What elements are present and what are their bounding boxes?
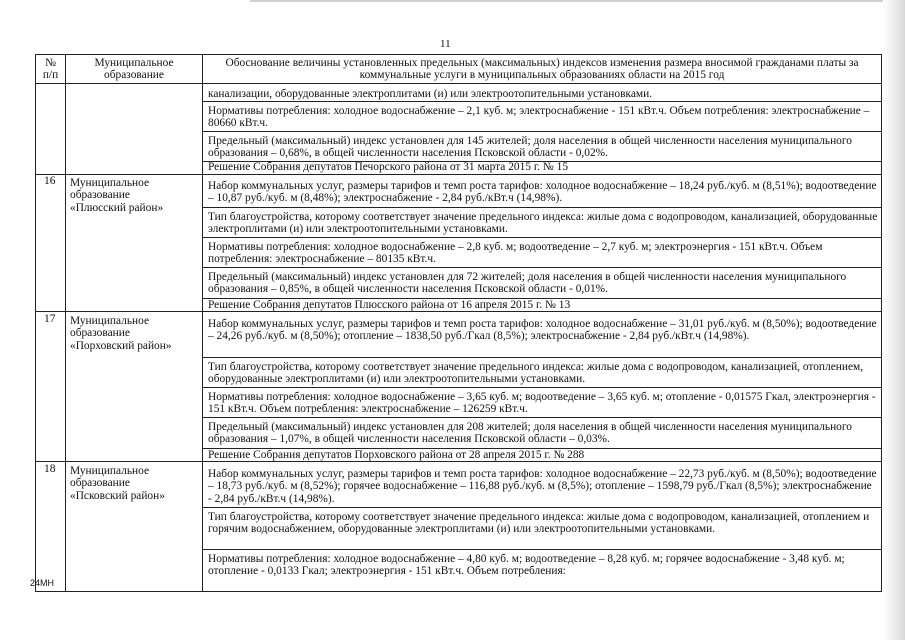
continuation-cell: Нормативы потребления: холодное водоснабжение – 2,1 куб. м; электроснабжение - 151 кВт.ч. Объем потребления: электроснабжение – 80660 кВт.ч. [208,105,870,130]
tariff-set-cell: Набор коммунальных услуг, размеры тарифов и темп роста тарифов: холодное водоснабжение – 18,24 руб./куб. м (8,51%); водоотведение – 10,87 руб./куб. м (8,48%); электроснабжение - 2,84 руб./кВт.ч (14,98%). [208,180,877,205]
consumption-norms-cell: Нормативы потребления: холодное водоснабжение – 3,65 куб. м; водоотведение – 3,65 куб. м; отопление - 0,01575 Гкал, электроэнергия - 151 кВт.ч. Объем потребления: электроснабжение – 126259 кВт.ч. [208,391,876,416]
consumption-norms-cell: Нормативы потребления: холодное водоснабжение – 4,80 куб. м; водоотведение – 8,28 куб. м; горячее водоснабжение - 3,48 куб. м; отопление - 0,0133 Гкал; электроэнергия - 151 кВт.ч. Объем потребления: [208,553,845,578]
row-number: 18 [44,463,56,475]
cell-divider [202,237,881,238]
amenity-type-cell: Тип благоустройства, которому соответствует значение предельного индекса: жилые дома с водопроводом, канализацией, отоплением, оборудованные электроплитами (и) или электроотопительными установками. [208,361,864,386]
header-municipality: Муниципальное образование [94,57,174,82]
row-divider [36,83,881,84]
amenity-type-cell: Тип благоустройства, которому соответствует значение предельного индекса: жилые дома с водопроводом, канализацией, отоплением и горячим водоснабжением, оборудованные электроплитами (и) или электроотопительными установками. [208,511,870,536]
scan-edge-top [250,0,905,2]
column-divider [202,55,203,591]
cell-divider [202,387,881,388]
cell-divider [202,549,881,550]
cell-divider [202,417,881,418]
municipality-name: Муниципальное образование «Плюсский район» [70,177,164,214]
column-divider [65,55,66,591]
population-share-cell: Предельный (максимальный) индекс установлен для 72 жителей; доля населения в общей численности населения муниципального образования – 0,85%, в общей численности населения Псковской области - 0,01%. [208,271,847,296]
decision-reference-cell: Решение Собрания депутатов Порховского района от 28 апреля 2015 г. № 288 [208,449,585,461]
row-divider [36,174,881,175]
header-number: № п/п [42,57,59,82]
page-number: 11 [440,38,451,50]
continuation-cell: канализации, оборудованные электроплитами (и) или электроотопительными установками. [208,88,653,100]
cell-divider [202,207,881,208]
municipality-name: Муниципальное образование «Порховский район» [70,315,172,352]
scan-edge-right [883,0,905,640]
header-justification: Обоснование величины установленных предельных (максимальных) индексов изменения размера вносимой гражданами платы за коммунальные услуги в муниципальных образованиях области на 2015 год [225,57,859,82]
row-number: 16 [44,175,56,187]
cell-divider [202,507,881,508]
tariff-set-cell: Набор коммунальных услуг, размеры тарифов и темп роста тарифов: холодное водоснабжение – 31,01 руб./куб. м (8,50%); водоотведение – 24,26 руб./куб. м (8,50%); отопление – 1838,50 руб./Гкал (8,5%); электроснабжение - 2,84 руб./кВт.ч (14,98%). [208,318,877,343]
cell-divider [202,357,881,358]
consumption-norms-cell: Нормативы потребления: холодное водоснабжение – 2,8 куб. м; водоотведение – 2,7 куб. м; электроэнергия - 151 кВт.ч. Объем потребления: электроснабжение – 80135 кВт.ч. [208,241,823,266]
population-share-cell: Предельный (максимальный) индекс установлен для 208 жителей; доля населения в общей численности населения муниципального образования – 1,07%, в общей численности населения Псковской области – 0,03%. [208,421,852,446]
decision-reference-cell: Решение Собрания депутатов Плюсского района от 16 апреля 2015 г. № 13 [208,299,571,311]
cell-divider [202,101,881,102]
cell-divider [202,131,881,132]
municipality-name: Муниципальное образование «Псковский район» [70,465,165,502]
footer-code: 24МН [30,578,55,588]
continuation-cell: Решение Собрания депутатов Печорского района от 31 марта 2015 г. № 15 [208,161,569,173]
tariff-set-cell: Набор коммунальных услуг, размеры тарифов и темп роста тарифов: холодное водоснабжение – 22,73 руб./куб. м (8,50%); водоотведение – 18,73 руб./куб. м (8,52%); горячее водоснабжение – 116,88 руб./куб. м (8,5%); отопление – 1598,79 руб./Гкал (8,5%); электроснабжение - 2,84 руб./кВт.ч (14,98%). [208,468,877,505]
tariff-index-table [35,54,882,592]
continuation-cell: Предельный (максимальный) индекс установлен для 145 жителей; доля населения в общей численности населения муниципального образования – 0,68%, в общей численности населения Псковской области - 0,02%. [208,135,852,160]
amenity-type-cell: Тип благоустройства, которому соответствует значение предельного индекса: жилые дома с водопроводом, канализацией, оборудованные электроплитами (и) или электроотопительными установками. [208,211,878,236]
cell-divider [202,267,881,268]
row-number: 17 [44,313,56,325]
